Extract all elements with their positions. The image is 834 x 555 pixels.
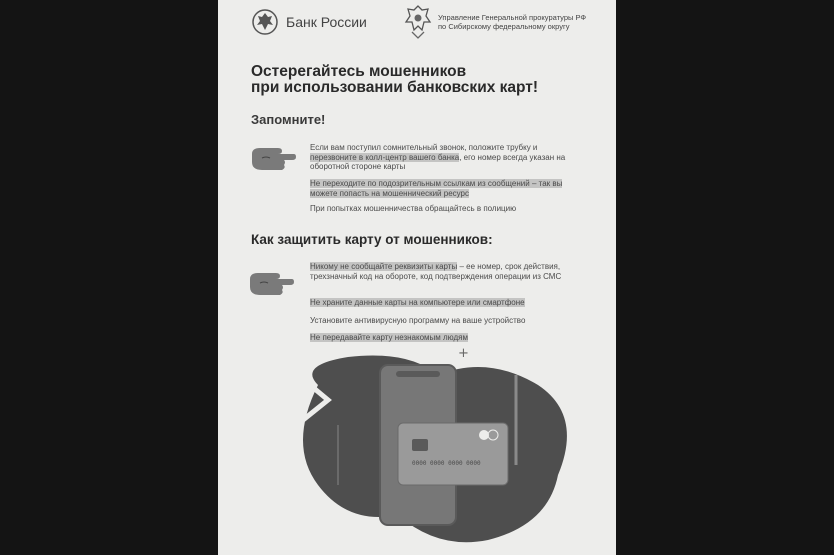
prosecutor-office-line2: по Сибирскому федеральному округу: [438, 22, 570, 31]
pointing-hand-icon: [248, 140, 298, 176]
remember-item-2: [310, 179, 580, 198]
protect-item-3: [310, 316, 580, 326]
remember-item-3-text: При попытках мошенничества обращайтесь в полицию: [310, 204, 517, 213]
remember-item-1: [310, 143, 580, 172]
remember-heading: Запомните!: [251, 112, 326, 127]
title-line-1: Остерегайтесь мошенников: [251, 63, 467, 80]
protect-item-2: [310, 298, 580, 308]
double-eagle-emblem-icon: [252, 8, 278, 36]
remember-item-1-highlight: перезвоните в колл-центр вашего банка: [310, 152, 460, 162]
protect-item-1-tail: – ее номер, срок действия, трехзначный код на обороте, код подтверждения операции из СМС: [310, 262, 562, 281]
prosecutor-office-line1: Управление Генеральной прокуратуры РФ: [438, 13, 587, 22]
protect-item-1-highlight: Никому не сообщайте реквизиты карты: [310, 262, 458, 271]
protect-item-4-highlight: Не передавайте карту незнакомым людям: [310, 333, 468, 342]
phone-and-card-illustration: [288, 345, 588, 555]
protect-heading: Как защитить карту от мошенников:: [251, 232, 493, 247]
prosecutor-emblem-icon: [404, 4, 432, 40]
remember-item-1-tail: , его номер всегда указан на оборотной стороне карты: [310, 152, 566, 171]
leaflet-page: [218, 0, 616, 555]
protect-item-1: [310, 262, 580, 281]
remember-item-3: [310, 204, 580, 214]
protect-item-3-text: Установите антивирусную программу на ваше устройство: [310, 316, 526, 325]
remember-item-1-text: Если вам поступил сомнительный звонок, положите трубку и: [310, 143, 538, 152]
bank-name: Банк России: [286, 14, 367, 30]
bank-of-russia-logo: [252, 8, 367, 36]
remember-item-2-highlight: Не переходите по подозрительным ссылкам из сообщений – так вы можете попасть на мошеннический ресурс: [310, 179, 563, 198]
title-line-2: при использовании банковских карт!: [251, 79, 539, 96]
protect-item-4: [310, 333, 580, 343]
card-number: 0000 0000 0000 0000: [412, 460, 481, 467]
prosecutor-office-logo: [404, 4, 586, 40]
page-title: [251, 64, 581, 96]
protect-item-2-highlight: Не храните данные карты на компьютере или смартфоне: [310, 298, 525, 307]
pointing-hand-icon: [246, 265, 296, 301]
plus-decoration-icon: +: [458, 346, 469, 361]
